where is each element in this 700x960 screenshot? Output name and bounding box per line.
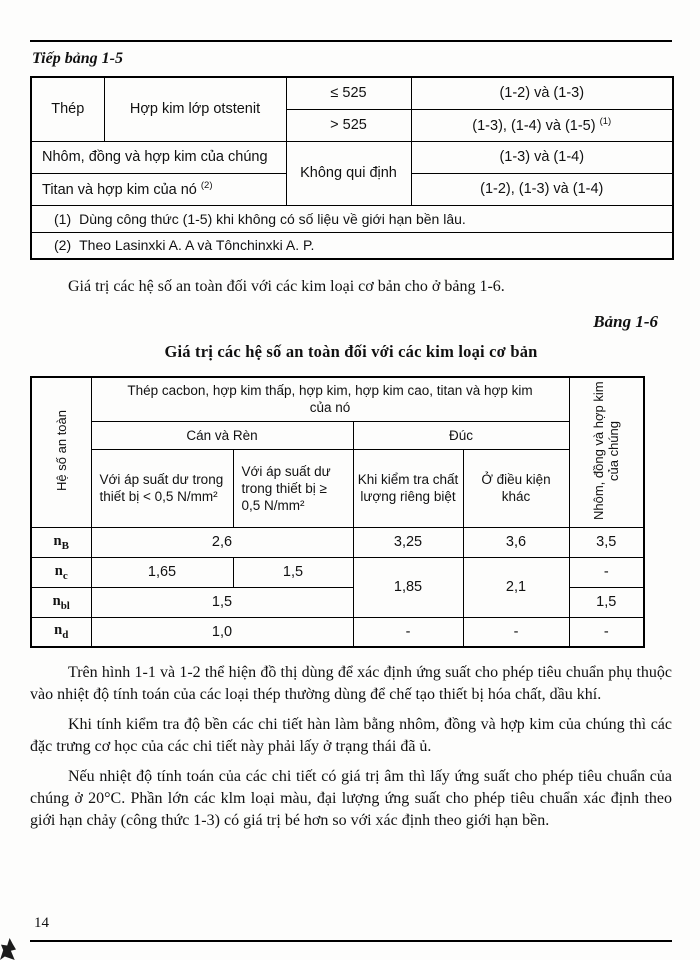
row-label-nd — [31, 617, 91, 647]
cell-rolled-forged-header: Cán và Rèn — [91, 421, 353, 449]
body-paragraph-2: Khi tính kiểm tra độ bền các chi tiết hàn làm bằng nhôm, đồng và hợp kim của chúng thì các đặc trưng cơ học của các chi tiết này phải lấy ở trạng thái đã ủ. — [30, 716, 672, 755]
cell-nd-cast-other: - — [463, 617, 569, 647]
cell-nd-cast-checked: - — [353, 617, 463, 647]
footnote-row — [31, 232, 673, 259]
cell-nB-cast-checked: 3,25 — [353, 527, 463, 557]
titan-text: Titan và hợp kim của nó — [42, 181, 197, 198]
table-1-5 — [30, 76, 674, 260]
formulas-row2-footnote-ref: (1) — [599, 116, 612, 128]
top-rule — [30, 40, 672, 42]
row-label-nbl — [31, 587, 91, 617]
cell-subheader-pressure-lt: Với áp suất dư trong thiết bị < 0,5 N/mm² — [91, 449, 233, 527]
footnote-row — [31, 205, 673, 232]
row-label-base: n — [54, 622, 63, 639]
cell-formulas-row1: (1-2) và (1-3) — [411, 77, 673, 109]
cell-nc-pressure-lt: 1,65 — [91, 557, 233, 587]
cell-nbl-rolled: 1,5 — [91, 587, 353, 617]
row-label-sub: d — [62, 629, 69, 642]
aluminum-vertical-text: Nhôm, đồng và hợp kim của chúng — [591, 381, 622, 521]
header-row-1 — [31, 377, 644, 421]
page-number: 14 — [34, 915, 49, 931]
cell-aluminum-group-header — [569, 377, 644, 527]
body-paragraph-3: Nếu nhiệt độ tính toán của các chi tiết có giá trị âm thì lấy ứng suất cho phép tiêu chuẩn của chúng ở 20°C. Phần lớn các klm loại màu, đại lượng ứng suất cho phép tiêu chuẩn xác định theo giới hạn chảy (công thức 1-3) có giá trị bé hơn so với xác định theo giới hạn bền. — [30, 768, 672, 829]
row-label-base: n — [54, 562, 63, 579]
row-label-sub: c — [62, 569, 68, 582]
row-label-base: n — [53, 532, 62, 549]
row-label-base: n — [52, 592, 61, 609]
cell-titan — [31, 173, 286, 205]
cell-nhom-dong: Nhôm, đồng và hợp kim của chúng — [31, 141, 286, 173]
footnote-1-text: Dùng công thức (1-5) khi không có số liệu về giới hạn bền lâu. — [79, 210, 466, 227]
table-1-6 — [30, 376, 645, 648]
footnote-1-marker: (1) — [54, 210, 72, 227]
footnote-2-text: Theo Lasinxki A. A và Tônchinxki A. P. — [79, 237, 315, 254]
safety-factor-vertical-text: Hệ số an toàn — [53, 410, 69, 492]
data-row-nc — [31, 557, 644, 587]
cell-nB-aluminum: 3,5 — [569, 527, 644, 557]
cell-nc-pressure-ge: 1,5 — [233, 557, 353, 587]
cell-nc-aluminum: - — [569, 557, 644, 587]
cell-thep: Thép — [31, 77, 104, 141]
cell-formulas-row4: (1-2), (1-3) và (1-4) — [411, 173, 673, 205]
header-row-3 — [31, 449, 644, 527]
row-label-nB — [31, 527, 91, 557]
table-1-5-caption: Tiếp bảng 1-5 — [32, 50, 123, 67]
formulas-row2-text: (1-3), (1-4) và (1-5) — [472, 117, 596, 134]
table-row — [31, 77, 673, 109]
cell-nd-rolled: 1,0 — [91, 617, 353, 647]
header-row-2 — [31, 421, 644, 449]
table-1-6-label: Bảng 1-6 — [593, 312, 658, 331]
intro-paragraph: Giá trị các hệ số an toàn đối với các kim loại cơ bản cho ở bảng 1-6. — [68, 278, 505, 295]
row-label-sub: B — [61, 539, 69, 552]
table-row — [31, 141, 673, 173]
cell-nB-cast-other: 3,6 — [463, 527, 569, 557]
footnote-2-marker: (2) — [54, 237, 72, 254]
cell-steel-group-header: Thép cacbon, hợp kim thấp, hợp kim, hợp kim cao, titan và hợp kim của nó — [91, 377, 569, 421]
cell-formulas-row3: (1-3) và (1-4) — [411, 141, 673, 173]
cell-safety-factor-header — [31, 377, 91, 527]
cell-subheader-quality-check: Khi kiểm tra chất lượng riêng biệt — [353, 449, 463, 527]
data-row-nd — [31, 617, 644, 647]
table-1-6-title: Giá trị các hệ số an toàn đối với các kim loại cơ bản — [164, 342, 538, 361]
ink-blot-artifact — [0, 938, 16, 960]
cell-nd-aluminum: - — [569, 617, 644, 647]
cell-hop-kim-otstenit: Hợp kim lớp otstenit — [104, 77, 286, 141]
bottom-rule — [30, 940, 672, 942]
cell-gt-525: > 525 — [286, 109, 411, 141]
cell-nbl-aluminum: 1,5 — [569, 587, 644, 617]
cell-khong-qui-dinh: Không qui định — [286, 141, 411, 205]
body-paragraph-1: Trên hình 1-1 và 1-2 thể hiện đồ thị dùng để xác định ứng suất cho phép tiêu chuẩn phụ thuộc vào nhiệt độ tính toán của các loại thép thường dùng để chế tạo thiết bị hóa chất, dầu khí. — [30, 664, 672, 703]
cell-subheader-other-conditions: Ở điều kiện khác — [463, 449, 569, 527]
cell-le-525: ≤ 525 — [286, 77, 411, 109]
cell-nc-cast-other: 2,1 — [463, 557, 569, 617]
cell-cast-header: Đúc — [353, 421, 569, 449]
footnote-2 — [31, 232, 673, 259]
row-label-nc — [31, 557, 91, 587]
row-label-sub: bl — [60, 599, 70, 612]
cell-nB-rolled: 2,6 — [91, 527, 353, 557]
titan-footnote-ref: (2) — [200, 180, 213, 192]
data-row-nB — [31, 527, 644, 557]
cell-subheader-pressure-ge: Với áp suất dư trong thiết bị ≥ 0,5 N/mm² — [233, 449, 353, 527]
cell-formulas-row2 — [411, 109, 673, 141]
footnote-1 — [31, 205, 673, 232]
cell-nc-cast-checked: 1,85 — [353, 557, 463, 617]
